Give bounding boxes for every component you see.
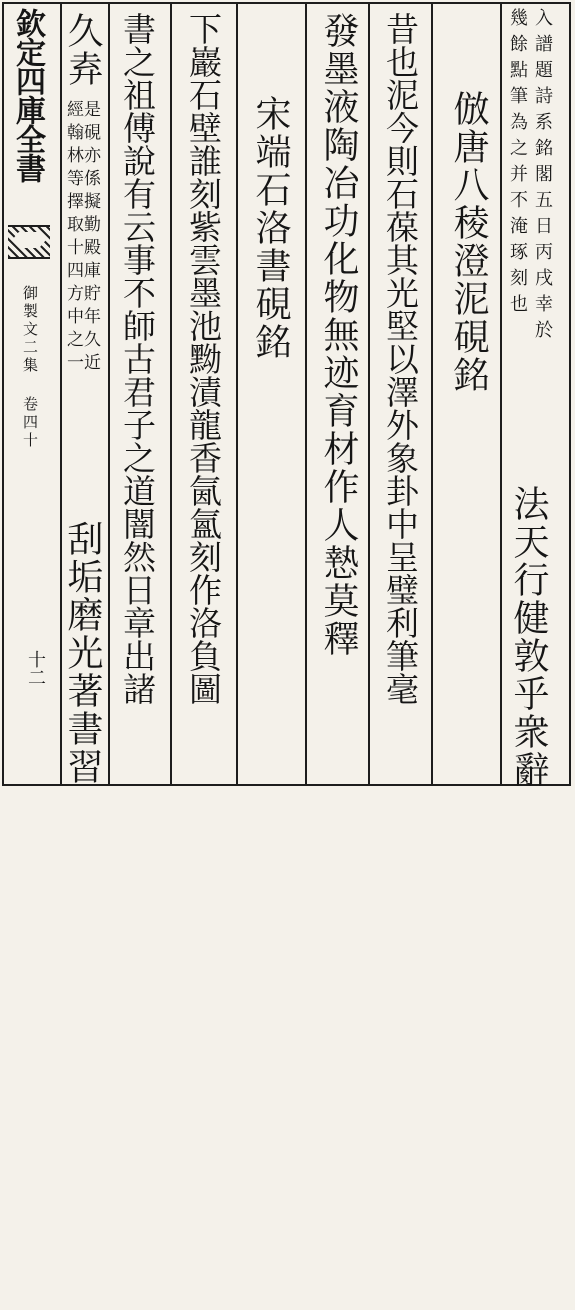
column-divider: [500, 2, 502, 786]
text-column-8: 書之祖傅說有云事不師古君子之道闇然日章出諸: [118, 12, 157, 705]
column-divider: [305, 2, 307, 786]
text-column-9-head: 久弆: [62, 12, 103, 88]
fish-tail-notch: [12, 232, 46, 248]
column-divider: [431, 2, 433, 786]
text-column-7: 下巖石壁誰刻紫雲墨池黝漬龍香氤氳刻作洛負圖: [184, 12, 223, 705]
column-divider: [170, 2, 172, 786]
column-divider: [108, 2, 110, 786]
text-column-1: 法天行健敦乎衆辭: [508, 485, 549, 789]
column-divider: [368, 2, 370, 786]
volume-info: 御製文二集 卷四十: [21, 285, 39, 450]
text-column-4: 昔也泥今則石葆其光堅以澤外象卦中呈璧利筆毫: [381, 12, 420, 705]
collection-title: 欽定四庫全書: [10, 8, 45, 182]
annotation-9-right: 是硯亦係擬勤殿庫貯年久近: [80, 100, 100, 376]
annotation-line-left: 幾餘點筆為之并不淹琢刻也: [507, 8, 528, 320]
text-column-9-tail: 刮垢磨光著書習: [62, 520, 103, 786]
column-divider: [236, 2, 238, 786]
annotation-line-right: 入譜題詩系銘閣五日丙戌幸於: [532, 8, 553, 346]
annotation-9-left: 經翰林等擇取十四方中之一: [63, 100, 83, 376]
text-column-5: 發墨液陶冶功化物無迹育材作人慹莫釋: [318, 12, 359, 658]
page-number: 十二: [25, 650, 46, 686]
inscription-title-1: 倣唐八稜澄泥硯銘: [448, 90, 489, 394]
inscription-title-2: 宋端石洛書硯銘: [250, 95, 291, 361]
